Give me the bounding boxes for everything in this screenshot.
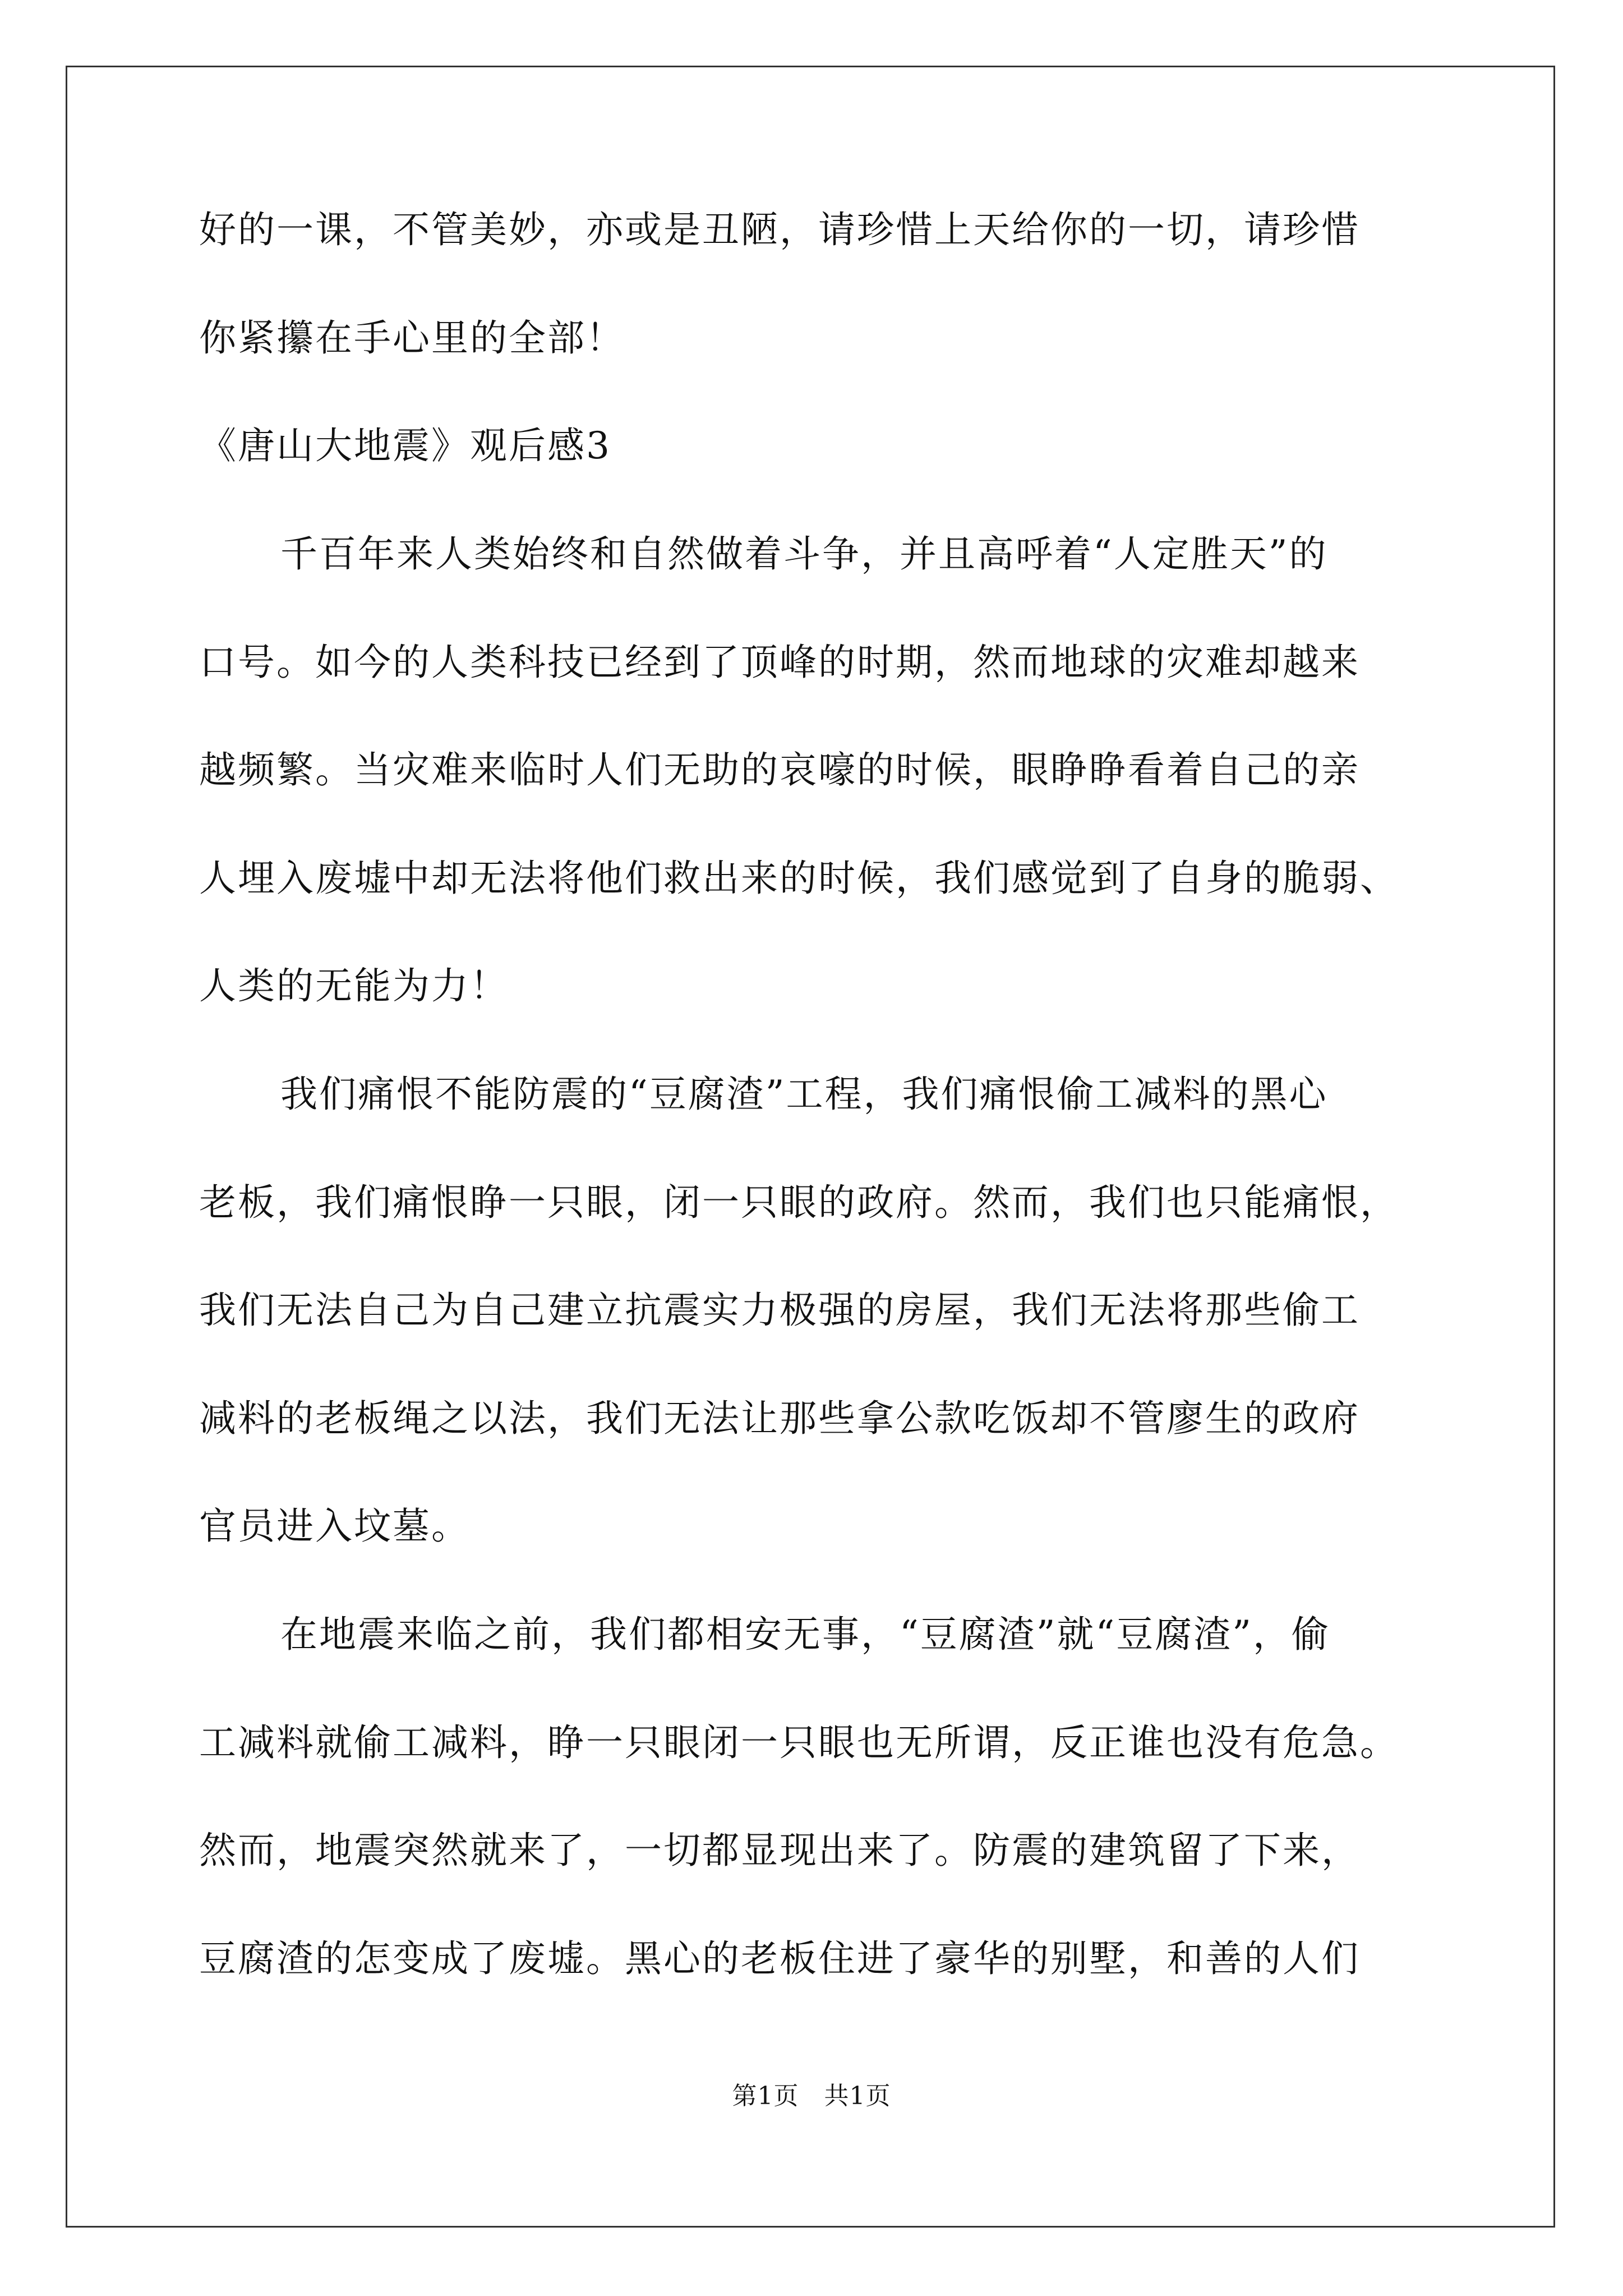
text-line: 口号。如今的人类科技已经到了顶峰的时期，然而地球的灾难却越来 xyxy=(199,641,1360,684)
text-line: 减料的老板绳之以法，我们无法让那些拿公款吃饭却不管廖生的政府 xyxy=(199,1397,1360,1440)
paragraph-first-line: 我们痛恨不能防震的“豆腐渣”工程，我们痛恨偷工减料的黑心 xyxy=(280,1073,1328,1116)
page-footer: 第1页 共1页 xyxy=(732,2082,891,2110)
paragraph-first-line: 在地震来临之前，我们都相安无事，“豆腐渣”就“豆腐渣”，偷 xyxy=(280,1613,1330,1656)
text-line: 豆腐渣的怎变成了废墟。黑心的老板住进了豪华的别墅，和善的人们 xyxy=(199,1937,1360,1980)
page-border xyxy=(66,66,1555,2228)
text-line: 我们无法自己为自己建立抗震实力极强的房屋，我们无法将那些偷工 xyxy=(199,1289,1360,1332)
text-line: 官员进入坟墓。 xyxy=(199,1504,470,1548)
text-line: 越频繁。当灾难来临时人们无助的哀嚎的时候，眼睁睁看着自己的亲 xyxy=(199,748,1360,792)
section-title: 《唐山大地震》观后感3 xyxy=(199,424,611,467)
text-line: 好的一课，不管美妙，亦或是丑陋，请珍惜上天给你的一切，请珍惜 xyxy=(199,208,1360,251)
text-line: 人类的无能为力！ xyxy=(199,964,509,1007)
text-line: 工减料就偷工减料，睁一只眼闭一只眼也无所谓，反正谁也没有危急。 xyxy=(199,1721,1399,1764)
text-line: 老板，我们痛恨睁一只眼，闭一只眼的政府。然而，我们也只能痛恨， xyxy=(199,1181,1399,1224)
text-line: 然而，地震突然就来了，一切都显现出来了。防震的建筑留了下来， xyxy=(199,1829,1360,1872)
paragraph-first-line: 千百年来人类始终和自然做着斗争，并且高呼着“人定胜天”的 xyxy=(280,532,1328,576)
text-line: 人埋入废墟中却无法将他们救出来的时候，我们感觉到了自身的脆弱、 xyxy=(199,857,1399,900)
text-line: 你紧攥在手心里的全部！ xyxy=(199,316,625,360)
